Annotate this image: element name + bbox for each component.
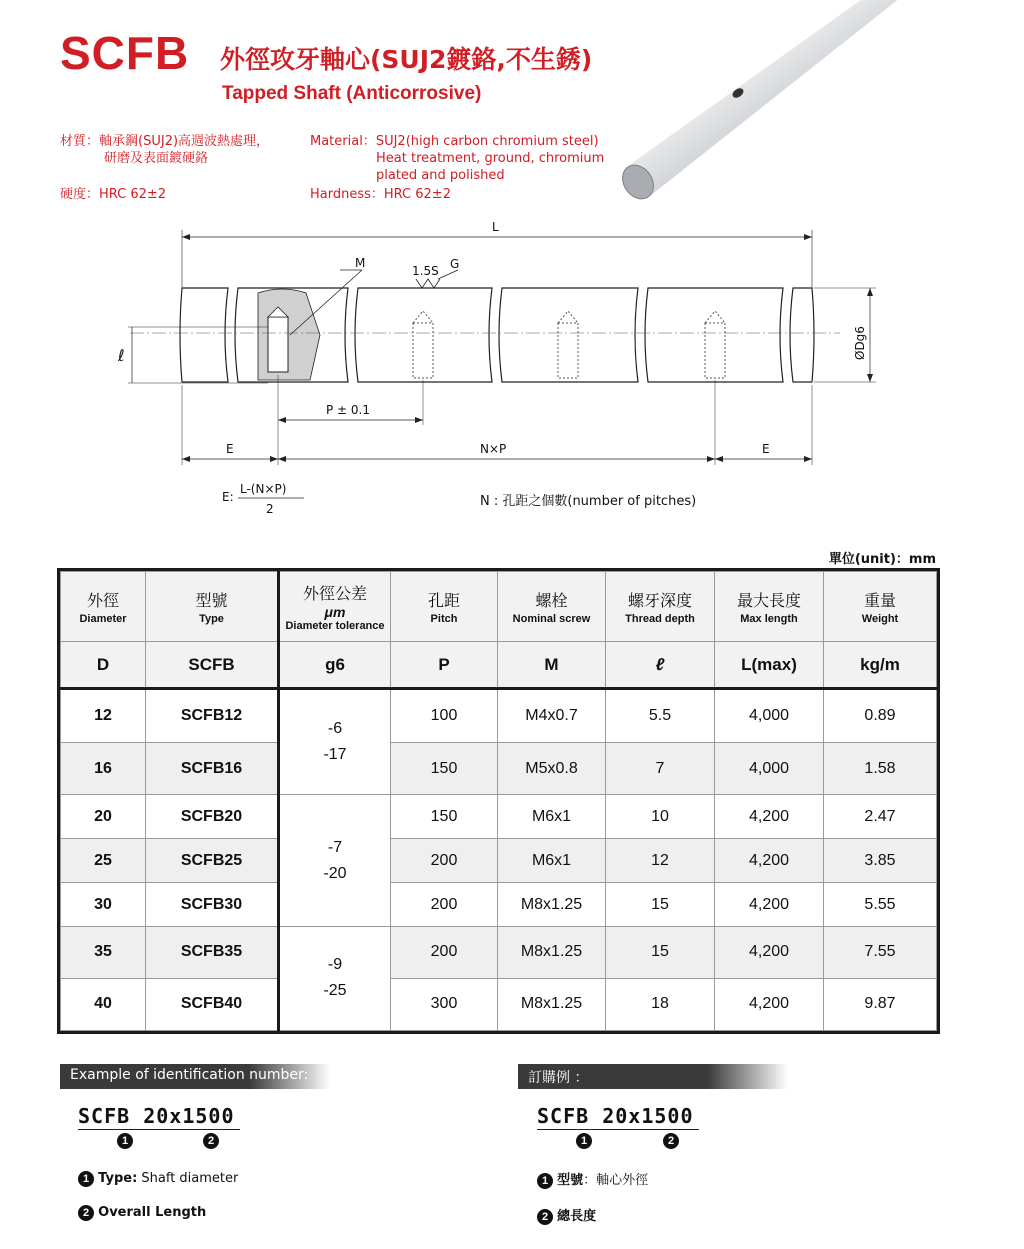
cell-tolerance: -9 -25: [279, 926, 391, 1030]
table-row: [61, 795, 937, 839]
example-en-marker-1: 1: [117, 1133, 133, 1149]
cell-type: SCFB16: [146, 743, 279, 795]
label-E-left: E: [226, 442, 234, 456]
label-M: M: [355, 256, 366, 270]
cell-weight: 3.85: [824, 839, 937, 883]
example-en-marker-2: 2: [203, 1133, 219, 1149]
cell-type: SCFB35: [146, 926, 279, 978]
example-en-item-2: [78, 1205, 206, 1221]
cell-pitch: 100: [391, 689, 498, 743]
cell-max-length: 4,000: [715, 689, 824, 743]
cell-thread-depth: 15: [606, 926, 715, 978]
table-row: [61, 926, 937, 978]
cell-pitch: 200: [391, 839, 498, 883]
cell-screw: M6x1: [498, 839, 606, 883]
material-zh: [60, 133, 269, 150]
cell-pitch: 300: [391, 978, 498, 1030]
cell-pitch: 200: [391, 883, 498, 927]
cell-thread-depth: 12: [606, 839, 715, 883]
material-zh-label: 材質：: [60, 134, 100, 149]
cell-weight: 7.55: [824, 926, 937, 978]
title-english: Tapped Shaft (Anticorrosive): [222, 83, 482, 104]
cell-diameter: 16: [61, 743, 146, 795]
unit-label: 單位(unit)：mm: [828, 552, 936, 567]
cell-screw: M6x1: [498, 795, 606, 839]
cell-tolerance: -7 -20: [279, 795, 391, 927]
label-diameter: ØDg6: [853, 326, 867, 360]
cell-tolerance: -6 -17: [279, 689, 391, 795]
header-max-length: 最大長度 Max length: [715, 572, 824, 642]
item1-label: Type:: [98, 1171, 138, 1186]
sym-ell: ℓ: [606, 642, 715, 689]
cell-weight: 2.47: [824, 795, 937, 839]
cell-thread-depth: 15: [606, 883, 715, 927]
sym-Lmax: L(max): [715, 642, 824, 689]
spec-table: [57, 568, 940, 1034]
cell-weight: 9.87: [824, 978, 937, 1030]
zh-item1-text: ：軸心外徑: [583, 1173, 649, 1188]
table-row: [61, 743, 937, 795]
example-zh-marker-1: 1: [576, 1133, 592, 1149]
table-row: [61, 978, 937, 1030]
table-symbol-row: [61, 642, 937, 689]
cell-screw: M8x1.25: [498, 926, 606, 978]
cell-screw: M8x1.25: [498, 978, 606, 1030]
header-tolerance: 外徑公差 μm Diameter tolerance: [279, 572, 391, 642]
technical-drawing: [100, 215, 920, 525]
sym-D: D: [61, 642, 146, 689]
zh-item1-marker: 1: [537, 1173, 553, 1189]
item1-marker: 1: [78, 1171, 94, 1187]
cell-max-length: 4,200: [715, 978, 824, 1030]
sym-kgm: kg/m: [824, 642, 937, 689]
cell-screw: M5x0.8: [498, 743, 606, 795]
cell-weight: 0.89: [824, 689, 937, 743]
cell-max-length: 4,200: [715, 839, 824, 883]
material-en-line1: SUJ2(high carbon chromium steel): [375, 134, 599, 149]
label-G: G: [450, 257, 460, 271]
cell-diameter: 20: [61, 795, 146, 839]
zh-item1-label: 型號: [557, 1173, 584, 1188]
cell-max-length: 4,000: [715, 743, 824, 795]
shaft-product-image: [620, 0, 920, 205]
cell-screw: M8x1.25: [498, 883, 606, 927]
header-screw: 螺栓 Nominal screw: [498, 572, 606, 642]
example-zh-code: SCFB 20x1500: [537, 1104, 694, 1128]
example-zh-title: 訂購例 ：: [518, 1064, 788, 1089]
cell-thread-depth: 10: [606, 795, 715, 839]
zh-item2-marker: 2: [537, 1209, 553, 1225]
cell-type: SCFB25: [146, 839, 279, 883]
cell-type: SCFB12: [146, 689, 279, 743]
label-NxP: N×P: [480, 442, 507, 456]
cell-max-length: 4,200: [715, 926, 824, 978]
item2-marker: 2: [78, 1205, 94, 1221]
example-en-underline: [78, 1129, 240, 1130]
sym-g6: g6: [279, 642, 391, 689]
cell-pitch: 200: [391, 926, 498, 978]
table-row: [61, 689, 937, 743]
material-en-line3: plated and polished: [376, 168, 505, 183]
n-note: N : 孔距之個數(number of pitches): [480, 494, 697, 509]
hardness-en: Hardness：HRC 62±2: [310, 187, 451, 202]
table-row: [61, 883, 937, 927]
label-surface: 1.5S: [412, 264, 439, 278]
cell-diameter: 40: [61, 978, 146, 1030]
item1-text: Shaft diameter: [137, 1171, 239, 1186]
material-zh-line2: 研磨及表面鍍硬鉻: [104, 151, 209, 166]
zh-item2-label: 總長度: [557, 1209, 597, 1224]
cell-screw: M4x0.7: [498, 689, 606, 743]
table-row: [61, 839, 937, 883]
cell-thread-depth: 18: [606, 978, 715, 1030]
cell-weight: 1.58: [824, 743, 937, 795]
product-code: SCFB: [60, 27, 190, 79]
label-ell: ℓ: [118, 346, 125, 365]
cell-thread-depth: 7: [606, 743, 715, 795]
cell-weight: 5.55: [824, 883, 937, 927]
header-weight: 重量 Weight: [824, 572, 937, 642]
table-header-row: [61, 572, 937, 642]
example-zh-item-1: [537, 1169, 648, 1189]
cell-diameter: 35: [61, 926, 146, 978]
sym-SCFB: SCFB: [146, 642, 279, 689]
label-pitch: P ± 0.1: [326, 403, 371, 417]
header-type: 型號 Type: [146, 572, 279, 642]
cell-diameter: 30: [61, 883, 146, 927]
example-zh-item-2: [537, 1205, 596, 1225]
cell-pitch: 150: [391, 743, 498, 795]
cell-type: SCFB20: [146, 795, 279, 839]
header-pitch: 孔距 Pitch: [391, 572, 498, 642]
material-en-label: Material：: [310, 134, 376, 149]
dim-L: L: [492, 220, 499, 234]
example-en-code: SCFB 20x1500: [78, 1104, 235, 1128]
sym-P: P: [391, 642, 498, 689]
header-thread-depth: 螺牙深度 Thread depth: [606, 572, 715, 642]
cell-diameter: 12: [61, 689, 146, 743]
label-E-right: E: [762, 442, 770, 456]
cell-type: SCFB30: [146, 883, 279, 927]
example-zh-underline: [537, 1129, 699, 1130]
cell-diameter: 25: [61, 839, 146, 883]
example-en-title: Example of identification number:: [60, 1064, 330, 1089]
example-en-item-1: [78, 1171, 238, 1187]
cell-pitch: 150: [391, 795, 498, 839]
example-zh-marker-2: 2: [663, 1133, 679, 1149]
e-formula-label: E:: [222, 490, 234, 504]
e-formula-numerator: L-(N×P): [240, 482, 287, 496]
material-en: [310, 133, 599, 150]
cell-max-length: 4,200: [715, 883, 824, 927]
e-formula-denominator: 2: [266, 502, 274, 516]
header-diameter: 外徑 Diameter: [61, 572, 146, 642]
material-en-line2: Heat treatment, ground, chromium: [376, 151, 605, 166]
cell-thread-depth: 5.5: [606, 689, 715, 743]
title-chinese: 外徑攻牙軸心(SUJ2鍍鉻,不生銹): [220, 45, 593, 74]
cell-type: SCFB40: [146, 978, 279, 1030]
material-zh-line1: 軸承鋼(SUJ2)高週波熱處理，: [99, 134, 270, 149]
hardness-zh: 硬度：HRC 62±2: [60, 187, 167, 202]
cell-max-length: 4,200: [715, 795, 824, 839]
sym-M: M: [498, 642, 606, 689]
item2-label: Overall Length: [98, 1205, 207, 1220]
